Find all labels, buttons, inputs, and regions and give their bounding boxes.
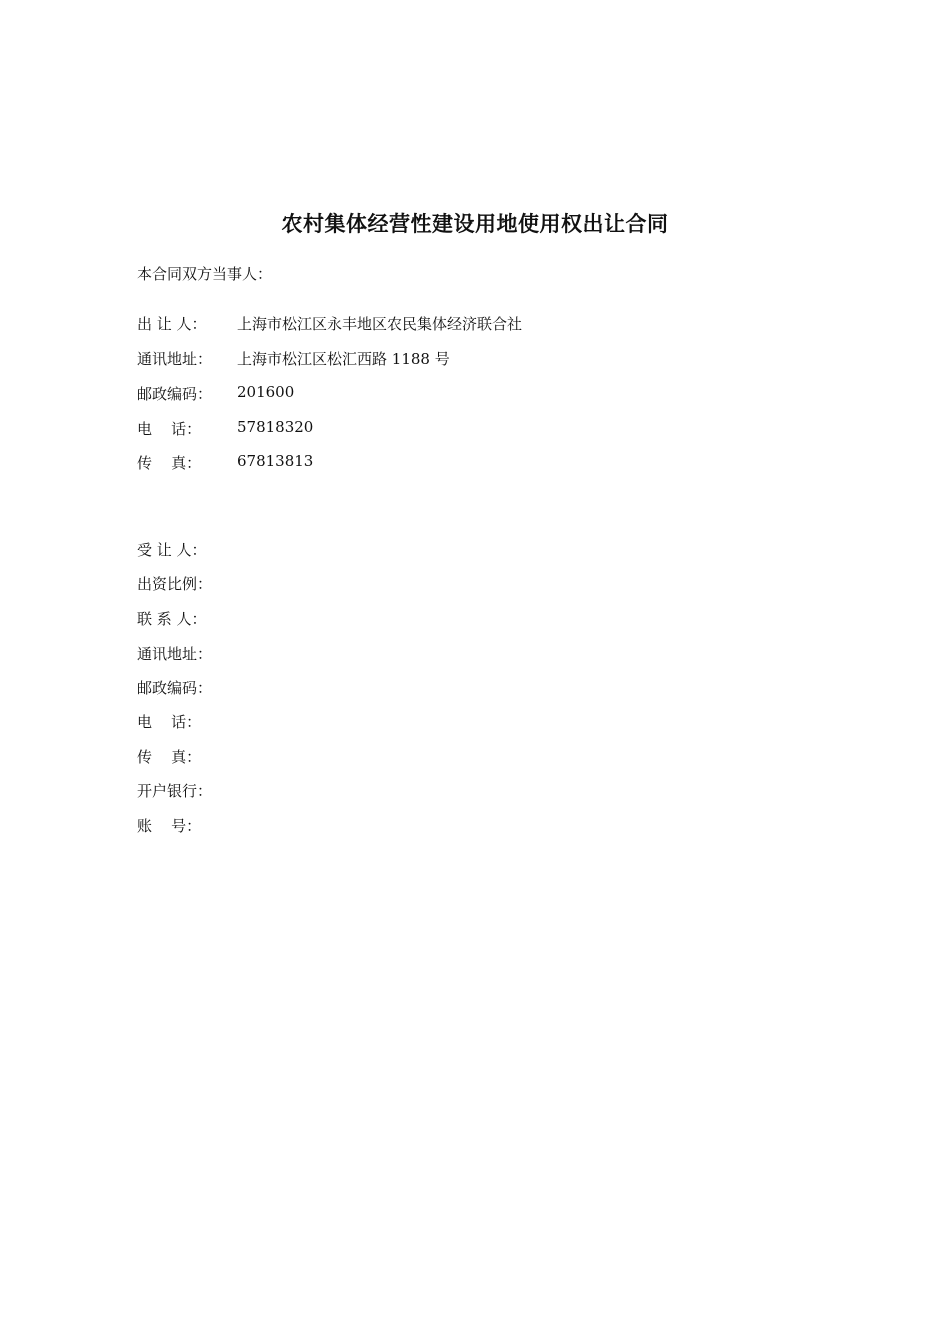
transferor-fax-label: 传 真： (137, 454, 202, 472)
transferee-postcode-label: 邮政编码： (137, 679, 213, 697)
parties-intro: 本合同双方当事人： (137, 265, 273, 283)
transferor-fax-value: 67813813 (237, 452, 314, 470)
transferee-bank-label: 开户银行： (137, 782, 213, 800)
transferee-fax-label: 传 真： (137, 748, 202, 766)
transferor-postcode-label: 邮政编码： (137, 385, 213, 403)
document-title: 农村集体经营性建设用地使用权出让合同 (281, 212, 669, 236)
transferee-capital-ratio-label: 出资比例： (137, 575, 213, 593)
transferor-name-value: 上海市松江区永丰地区农民集体经济联合社 (237, 315, 523, 333)
transferor-postcode-value: 201600 (237, 383, 295, 401)
transferee-contact-label: 联 系 人： (137, 610, 207, 628)
transferee-address-label: 通讯地址： (137, 645, 213, 663)
transferee-phone-label: 电 话： (137, 713, 202, 731)
transferor-address-label: 通讯地址： (137, 350, 213, 368)
transferor-phone-label: 电 话： (137, 420, 202, 438)
transferor-name-label: 出 让 人： (137, 315, 207, 333)
transferee-name-label: 受 让 人： (137, 541, 207, 559)
transferor-address-value: 上海市松江区松汇西路 1188 号 (237, 350, 450, 368)
transferee-account-label: 账 号： (137, 817, 202, 835)
transferor-phone-value: 57818320 (237, 418, 314, 436)
